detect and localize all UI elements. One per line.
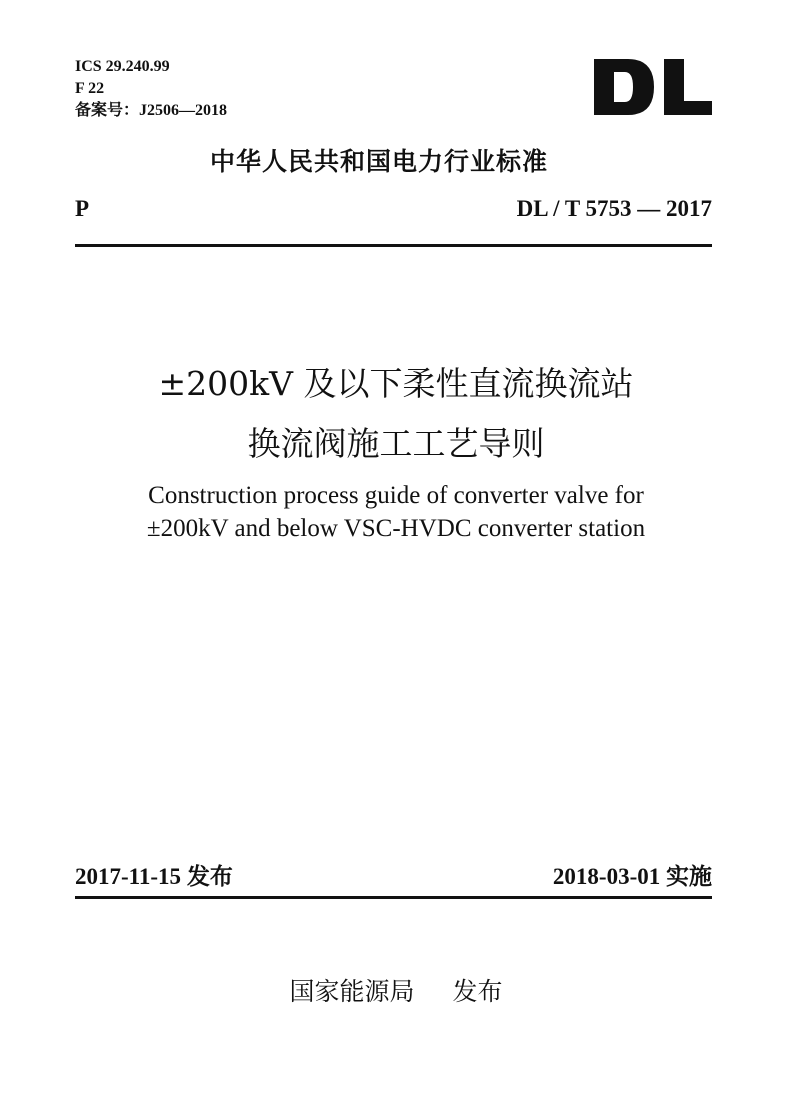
title-chinese-line-2: 换流阀施工工艺导则 [247, 424, 545, 463]
title-english-line-1: Construction process guide of converter valve for [148, 482, 644, 509]
issue-label: 发布 [186, 864, 233, 890]
filing-number: 备案号：J2506—2018 [75, 102, 228, 119]
effective-label: 实施 [666, 864, 712, 890]
standard-number: DL / T 5753 — 2017 [516, 196, 712, 221]
classification-code: F 22 [75, 80, 105, 97]
document-meta [75, 56, 227, 122]
effective-date: 2018-03-01 [552, 864, 661, 889]
issue-date-block [75, 858, 233, 891]
dl-logo-letter-l [664, 59, 712, 115]
issue-date: 2017-11-15 [75, 864, 182, 889]
dl-logo-letter-d [594, 59, 654, 115]
title-chinese-line-1: ±200kV 及以下柔性直流换流站 [158, 364, 634, 403]
effective-date-block [553, 858, 712, 891]
standard-category-title: 中华人民共和国电力行业标准 [210, 147, 549, 176]
title-english-line-2: ±200kV and below VSC-HVDC converter station [146, 515, 646, 542]
ics-code: ICS 29.240.99 [75, 58, 170, 75]
issuer-action: 发布 [452, 977, 503, 1006]
dl-logo [592, 57, 714, 117]
bottom-divider [75, 896, 712, 899]
top-divider [75, 244, 712, 247]
issuer-block [0, 972, 792, 1008]
issuer-name: 国家能源局 [289, 977, 415, 1006]
category-letter: P [75, 196, 90, 221]
